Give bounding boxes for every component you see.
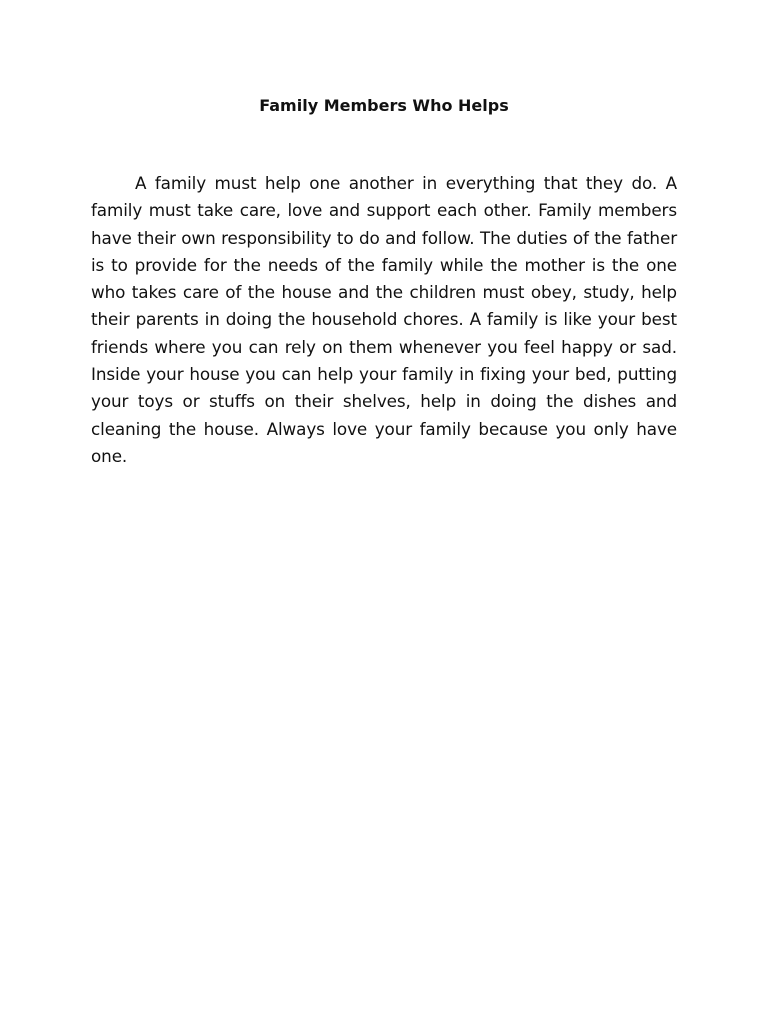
- document-title: Family Members Who Helps: [259, 96, 509, 115]
- document-paragraph: A family must help one another in everything that they do. A family must take care, love and support each other. Family members have their own responsibility to do and follow. The duties of the father is to provide for the needs of the family while the mother is the one who takes care of the house and the children must obey, study, help their parents in doing the household chores. A family is like your best friends where you can rely on them whenever you feel happy or sad. Inside your house you can help your family in fixing your bed, putting your toys or stuffs on their shelves, help in doing the dishes and cleaning the house. Always love your family because you only have one.: [91, 173, 677, 466]
